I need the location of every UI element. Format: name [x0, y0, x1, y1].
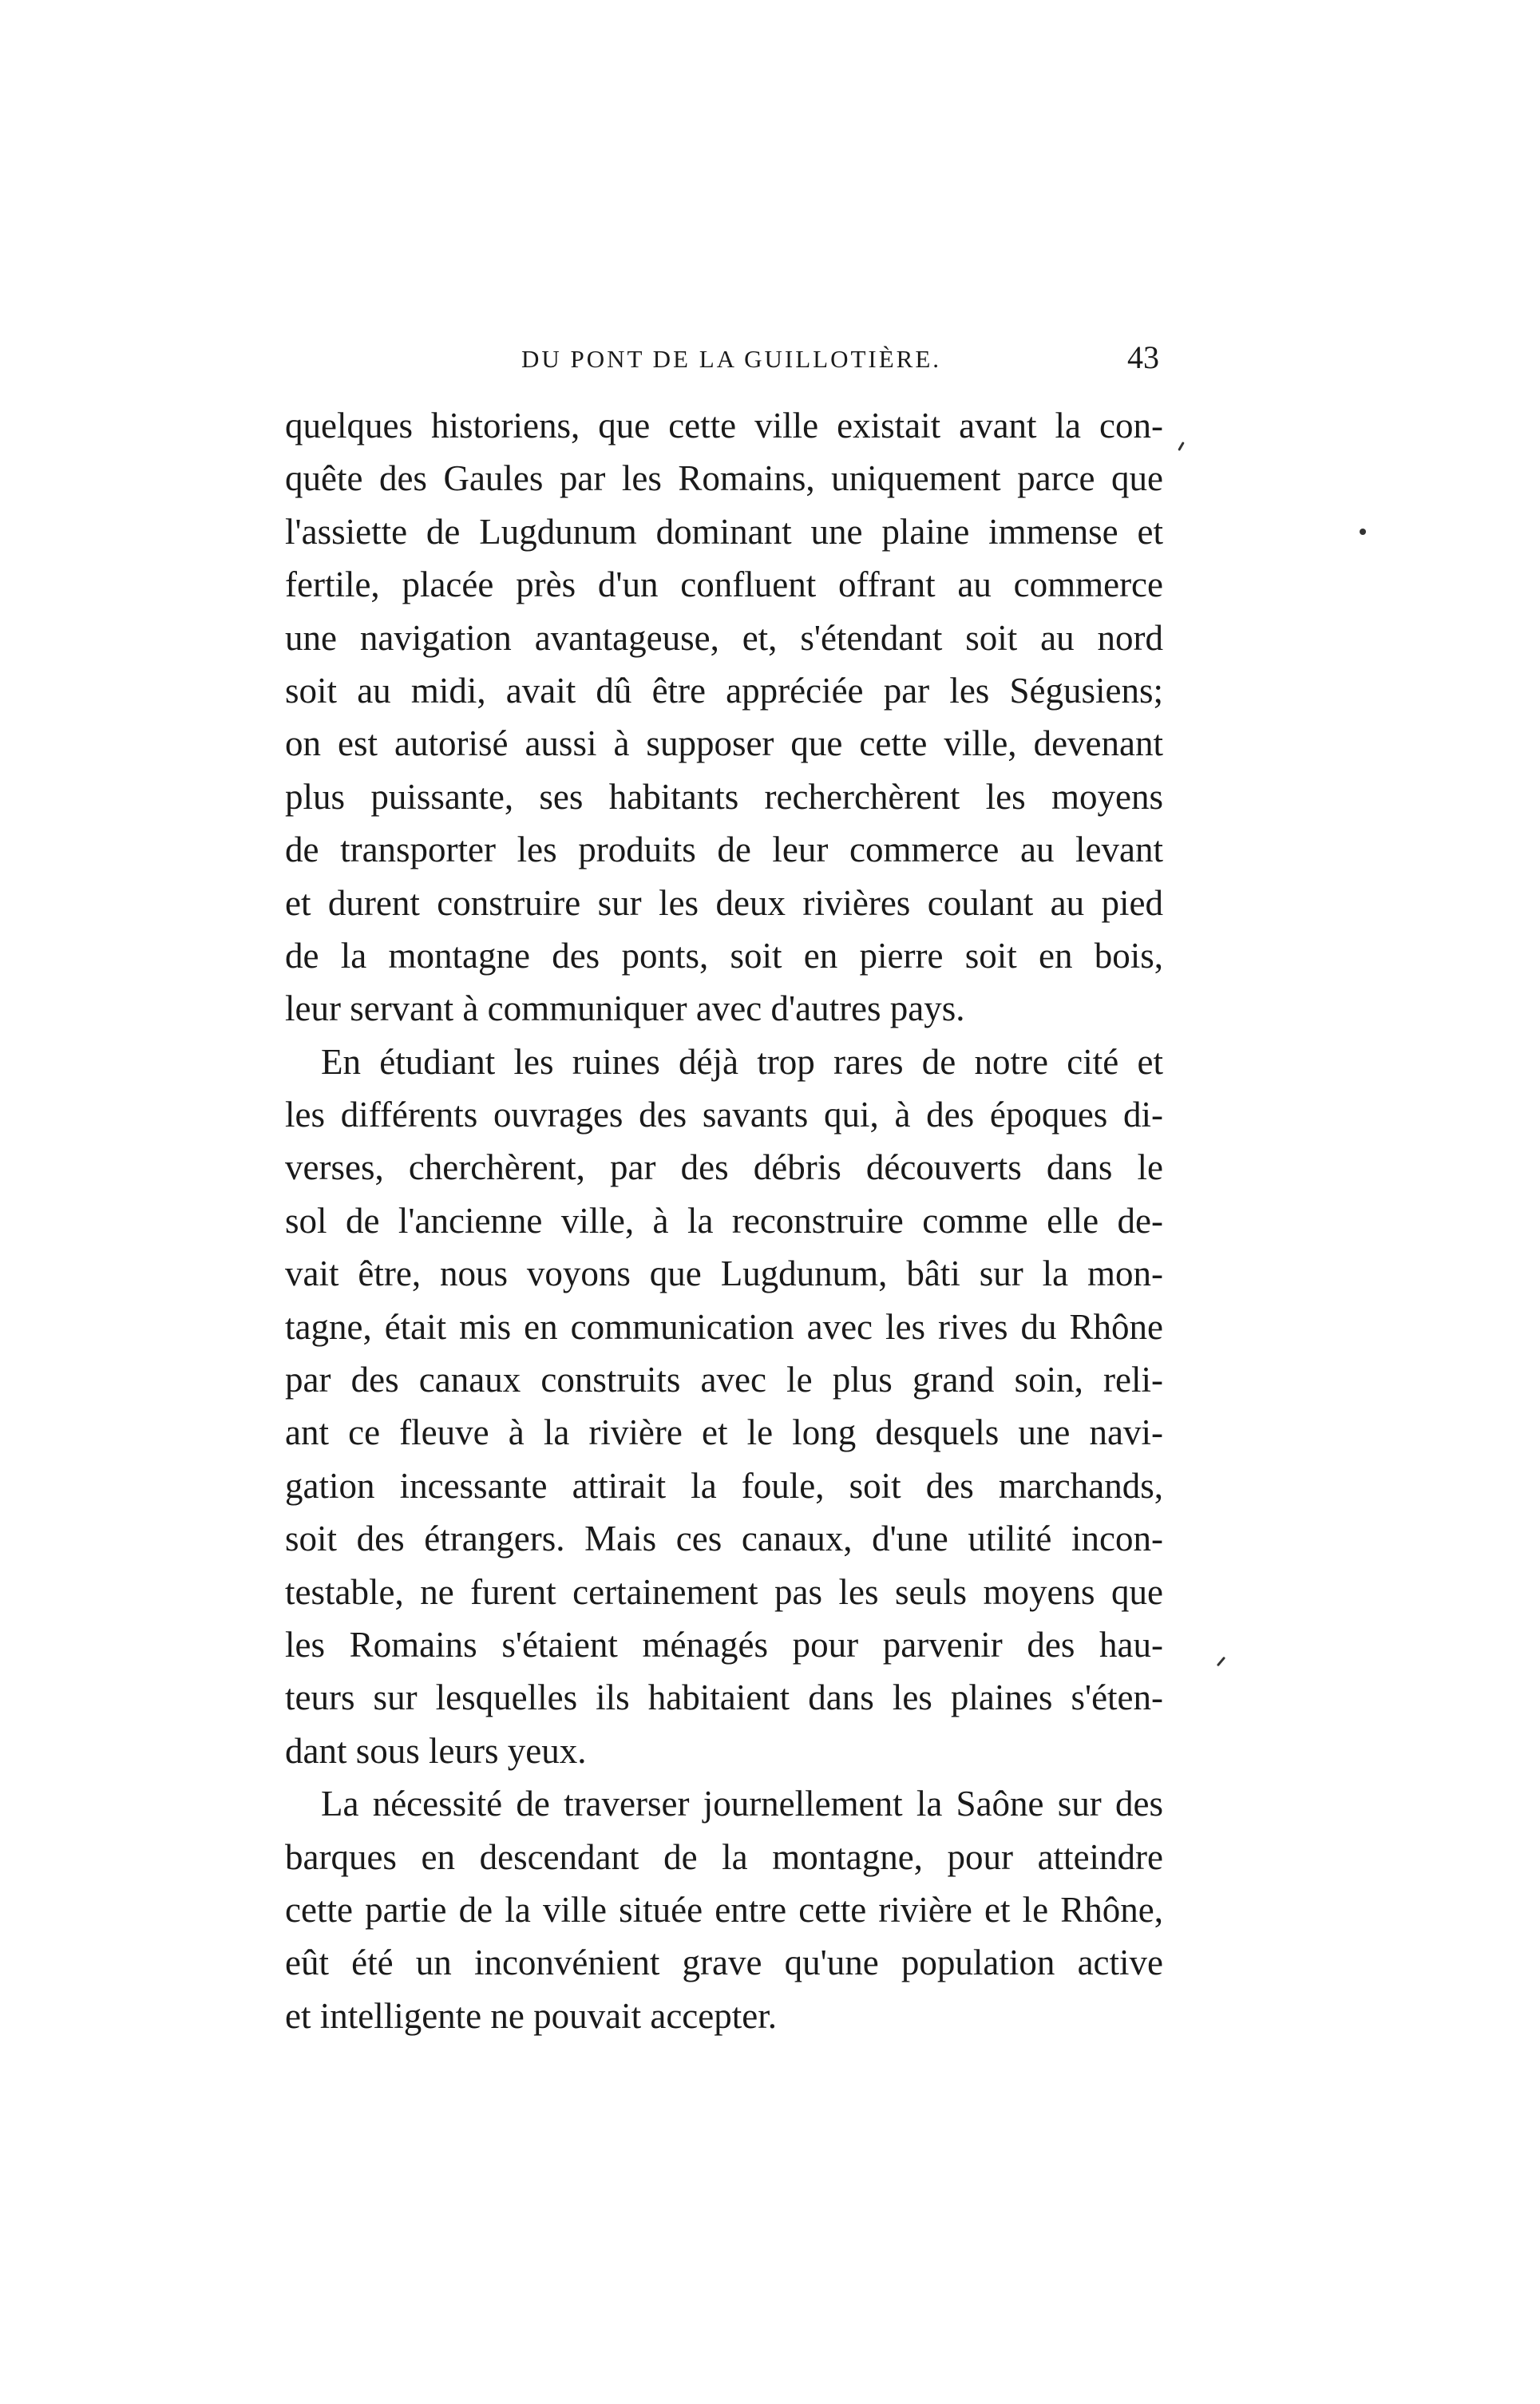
- text-line: ant ce fleuve à la rivière et le long desquels une navi-: [285, 1412, 1163, 1453]
- text-line: gation incessante attirait la foule, soit des marchands,: [285, 1465, 1163, 1506]
- text-line: En étudiant les ruines déjà trop rares de notre cité et: [321, 1041, 1163, 1082]
- scan-speck: [1178, 442, 1185, 451]
- running-title: DU PONT DE LA GUILLOTIÈRE.: [521, 345, 942, 373]
- text-line: les Romains s'étaient ménagés pour parvenir des hau-: [285, 1624, 1163, 1665]
- text-line: par des canaux construits avec le plus grand soin, reli-: [285, 1360, 1163, 1400]
- scan-speck: [1217, 1657, 1225, 1667]
- text-line: de la montagne des ponts, soit en pierre soit en bois,: [285, 935, 1163, 976]
- text-line: une navigation avantageuse, et, s'étendant soit au nord: [285, 617, 1163, 658]
- body-text: [285, 399, 1163, 2042]
- text-line: tagne, était mis en communication avec les rives du Rhône: [285, 1306, 1163, 1347]
- text-line: leur servant à communiquer avec d'autres pays.: [285, 988, 965, 1029]
- text-line: l'assiette de Lugdunum dominant une plaine immense et: [285, 511, 1163, 552]
- text-line: verses, cherchèrent, par des débris découverts dans le: [285, 1147, 1163, 1188]
- text-line: quête des Gaules par les Romains, uniquement parce que: [285, 458, 1163, 499]
- scan-speck: [1360, 529, 1366, 535]
- text-line: et intelligente ne pouvait accepter.: [285, 1995, 777, 2036]
- text-line: on est autorisé aussi à supposer que cette ville, devenant: [285, 723, 1163, 764]
- text-line: La nécessité de traverser journellement la Saône sur des: [321, 1784, 1163, 1824]
- text-line: et durent construire sur les deux rivières coulant au pied: [285, 882, 1163, 923]
- text-line: plus puissante, ses habitants recherchèrent les moyens: [285, 776, 1163, 817]
- page-number: 43: [1127, 339, 1159, 375]
- text-line: teurs sur lesquelles ils habitaient dans les plaines s'éten-: [285, 1677, 1163, 1718]
- text-line: quelques historiens, que cette ville existait avant la con-: [285, 406, 1163, 446]
- text-line: sol de l'ancienne ville, à la reconstruire comme elle de-: [285, 1200, 1163, 1241]
- text-line: vait être, nous voyons que Lugdunum, bâti sur la mon-: [285, 1253, 1163, 1294]
- text-line: dant sous leurs yeux.: [285, 1730, 587, 1771]
- text-line: les différents ouvrages des savants qui, à des époques di-: [285, 1095, 1163, 1135]
- text-line: soit des étrangers. Mais ces canaux, d'une utilité incon-: [285, 1519, 1163, 1559]
- text-line: de transporter les produits de leur commerce au levant: [285, 830, 1163, 870]
- running-head: [285, 339, 1163, 393]
- text-line: fertile, placée près d'un confluent offrant au commerce: [285, 564, 1163, 605]
- text-line: soit au midi, avait dû être appréciée par les Ségusiens;: [285, 670, 1163, 711]
- text-line: eût été un inconvénient grave qu'une population active: [285, 1943, 1163, 1983]
- text-line: barques en descendant de la montagne, pour atteindre: [285, 1836, 1163, 1877]
- text-line: cette partie de la ville située entre cette rivière et le Rhône,: [285, 1889, 1163, 1930]
- text-line: testable, ne furent certainement pas les seuls moyens que: [285, 1571, 1163, 1612]
